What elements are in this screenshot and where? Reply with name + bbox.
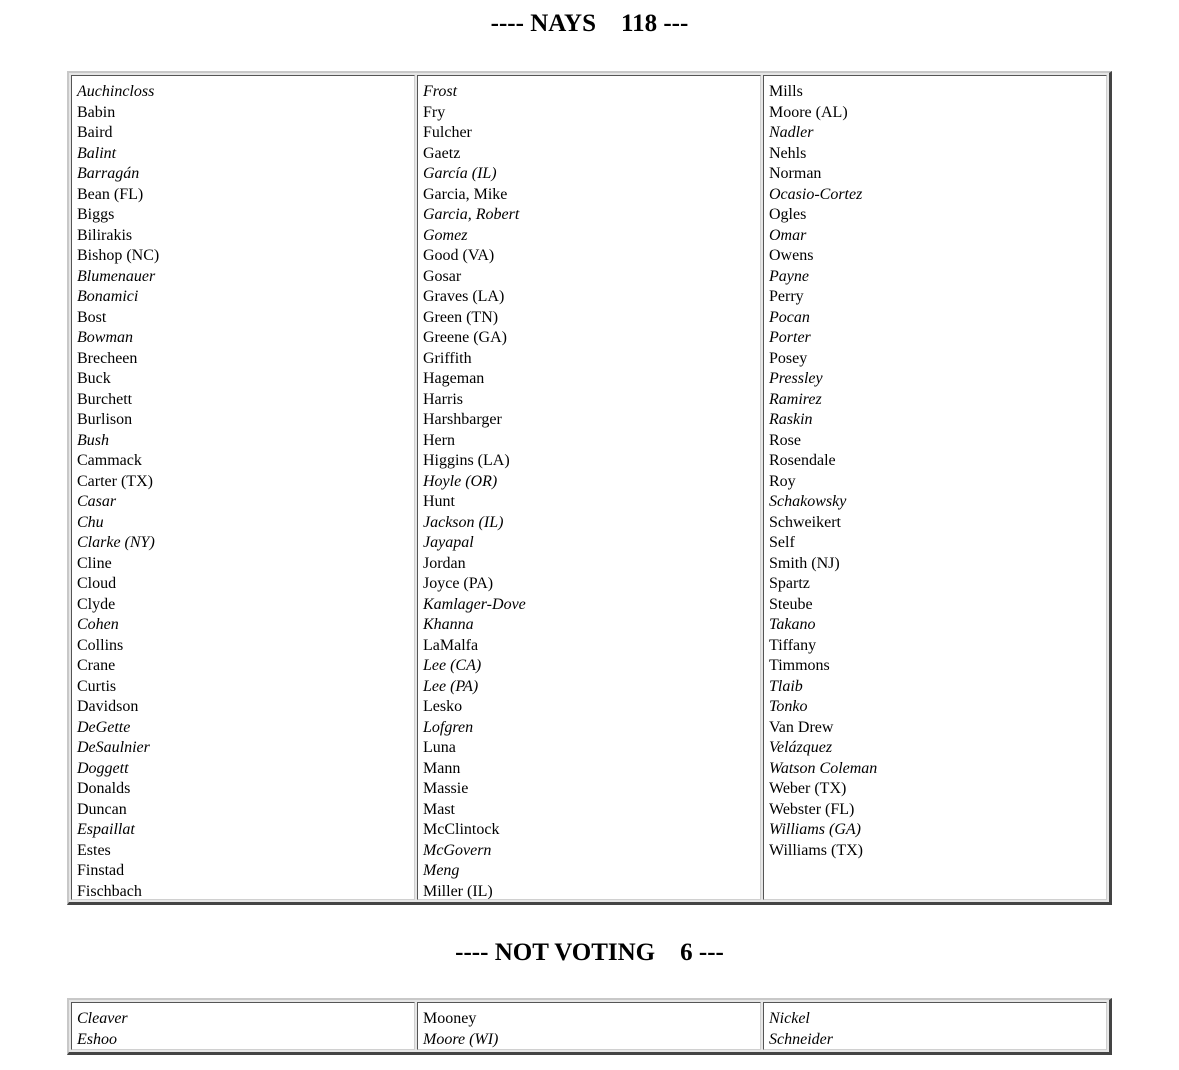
member-name: Raskin <box>769 411 813 428</box>
member-name: Jayapal <box>423 534 474 551</box>
member-name: Good (VA) <box>423 247 495 264</box>
member-name: Joyce (PA) <box>423 575 494 592</box>
member-name: Cohen <box>77 616 119 633</box>
member-name: Cline <box>77 554 112 572</box>
member-name: Weber (TX) <box>769 780 847 797</box>
member-name: Lee (PA) <box>423 677 479 695</box>
member-name: Balint <box>77 144 117 162</box>
member-name: Porter <box>769 329 811 346</box>
member-name: Omar <box>769 226 807 244</box>
member-name: Ogles <box>769 206 807 223</box>
member-name: Mills <box>769 83 803 100</box>
member-name: McGovern <box>423 841 492 859</box>
member-name: Clarke (NY) <box>77 534 155 551</box>
member-name: Burchett <box>77 390 133 408</box>
member-name: Rose <box>769 431 801 449</box>
member-name: Green (TN) <box>423 308 499 326</box>
member-name: Tonko <box>769 698 808 715</box>
member-name: Clyde <box>77 595 116 613</box>
member-name: Crane <box>77 657 116 674</box>
member-name: Khanna <box>423 616 474 633</box>
member-name: Garcia, Robert <box>423 206 520 223</box>
member-name: Hoyle (OR) <box>423 472 498 490</box>
member-name: Jordan <box>423 554 466 572</box>
member-name: Cammack <box>77 452 142 469</box>
not-voting-column-1 <box>71 1002 415 1050</box>
member-name: Luna <box>423 739 456 756</box>
member-name: LaMalfa <box>423 636 479 654</box>
member-name: Bishop (NC) <box>77 247 160 264</box>
member-name: Pocan <box>769 308 810 326</box>
member-name: Van Drew <box>769 718 834 736</box>
member-name: Timmons <box>769 657 830 674</box>
member-name: Eshoo <box>77 1030 117 1048</box>
member-name: Higgins (LA) <box>423 452 510 469</box>
member-name: Payne <box>769 267 809 285</box>
member-name: Mast <box>423 800 455 818</box>
member-name: Frost <box>423 83 458 100</box>
member-name: DeGette <box>77 718 131 736</box>
member-name: Roy <box>769 472 796 490</box>
member-name: Baird <box>77 124 113 141</box>
member-name: Espaillat <box>77 821 135 838</box>
member-name: Fulcher <box>423 124 472 141</box>
member-name: Burlison <box>77 411 133 428</box>
member-name: Lesko <box>423 698 463 715</box>
nays-table <box>67 71 1112 905</box>
member-name: Bush <box>77 431 109 449</box>
member-name: Gaetz <box>423 144 461 162</box>
nays-heading: ---- NAYS 118 --- <box>490 10 689 37</box>
member-name: Cleaver <box>77 1010 128 1027</box>
member-name: Massie <box>423 780 469 797</box>
member-name: Tiffany <box>769 636 817 654</box>
member-name: Lee (CA) <box>423 657 482 674</box>
member-name: Harshbarger <box>423 411 502 428</box>
member-name: Mann <box>423 759 461 777</box>
member-name: Pressley <box>769 370 823 387</box>
member-name: Harris <box>423 390 463 408</box>
member-name: Chu <box>77 513 104 531</box>
member-name: Hern <box>423 431 455 449</box>
member-name: Nadler <box>769 124 814 141</box>
member-name: Estes <box>77 841 111 859</box>
member-name: Casar <box>77 493 117 510</box>
member-name: Meng <box>423 862 460 879</box>
member-name: Hunt <box>423 493 455 510</box>
member-name: Williams (GA) <box>769 821 861 838</box>
member-name: McClintock <box>423 821 500 838</box>
member-name: Ramirez <box>769 390 822 408</box>
member-name: Carter (TX) <box>77 472 153 490</box>
nays-column-1 <box>71 75 415 900</box>
member-name: Greene (GA) <box>423 329 507 346</box>
member-name: García (IL) <box>423 165 497 182</box>
member-name: Graves (LA) <box>423 288 505 305</box>
member-name: Self <box>769 534 795 551</box>
member-name: Bowman <box>77 329 133 346</box>
member-name: Donalds <box>77 780 131 797</box>
member-name: Biggs <box>77 206 115 223</box>
member-name: Bilirakis <box>77 226 133 244</box>
not-voting-column-2 <box>417 1002 761 1050</box>
member-name: Kamlager-Dove <box>423 595 526 613</box>
nays-column-2 <box>417 75 761 900</box>
member-name: Blumenauer <box>77 267 156 285</box>
not-voting-heading: ---- NOT VOTING 6 --- <box>455 939 724 966</box>
member-name: Garcia, Mike <box>423 185 508 203</box>
member-name: Hageman <box>423 370 485 387</box>
member-name: Fry <box>423 103 446 121</box>
nays-column-3 <box>763 75 1107 900</box>
member-name: Takano <box>769 616 816 633</box>
not-voting-column-3 <box>763 1002 1107 1050</box>
not-voting-table <box>67 998 1112 1055</box>
member-name: Owens <box>769 247 814 264</box>
member-name: Fischbach <box>77 882 142 900</box>
member-name: Moore (WI) <box>423 1030 499 1048</box>
member-name: Steube <box>769 595 813 613</box>
member-name: Norman <box>769 165 822 182</box>
member-name: Spartz <box>769 575 810 592</box>
member-name: Bost <box>77 308 107 326</box>
member-name: Davidson <box>77 698 139 715</box>
member-name: Tlaib <box>769 677 803 695</box>
member-name: Nickel <box>769 1010 810 1027</box>
member-name: Williams (TX) <box>769 841 863 859</box>
member-name: Webster (FL) <box>769 800 855 818</box>
member-name: Gomez <box>423 226 468 244</box>
member-name: Miller (IL) <box>423 882 493 900</box>
member-name: DeSaulnier <box>77 739 150 756</box>
member-name: Bean (FL) <box>77 185 144 203</box>
member-name: Lofgren <box>423 718 474 736</box>
member-name: Bonamici <box>77 288 139 305</box>
member-name: Babin <box>77 103 116 121</box>
member-name: Smith (NJ) <box>769 554 840 572</box>
member-name: Brecheen <box>77 349 138 367</box>
member-name: Perry <box>769 288 804 305</box>
member-name: Schweikert <box>769 513 841 531</box>
member-name: Mooney <box>423 1010 477 1027</box>
member-name: Posey <box>769 349 808 367</box>
member-name: Curtis <box>77 677 117 695</box>
member-name: Finstad <box>77 862 125 879</box>
member-name: Ocasio-Cortez <box>769 185 863 203</box>
member-name: Watson Coleman <box>769 759 878 777</box>
member-name: Auchincloss <box>77 83 155 100</box>
member-name: Moore (AL) <box>769 103 848 121</box>
member-name: Collins <box>77 636 124 654</box>
member-name: Schakowsky <box>769 493 847 510</box>
member-name: Gosar <box>423 267 462 285</box>
member-name: Velázquez <box>769 739 833 756</box>
member-name: Doggett <box>77 759 129 777</box>
member-name: Schneider <box>769 1030 833 1048</box>
member-name: Jackson (IL) <box>423 513 504 531</box>
member-name: Rosendale <box>769 452 836 469</box>
member-name: Duncan <box>77 800 127 818</box>
member-name: Cloud <box>77 575 117 592</box>
member-name: Nehls <box>769 144 807 162</box>
member-name: Barragán <box>77 165 140 182</box>
member-name: Griffith <box>423 349 472 367</box>
member-name: Buck <box>77 370 111 387</box>
